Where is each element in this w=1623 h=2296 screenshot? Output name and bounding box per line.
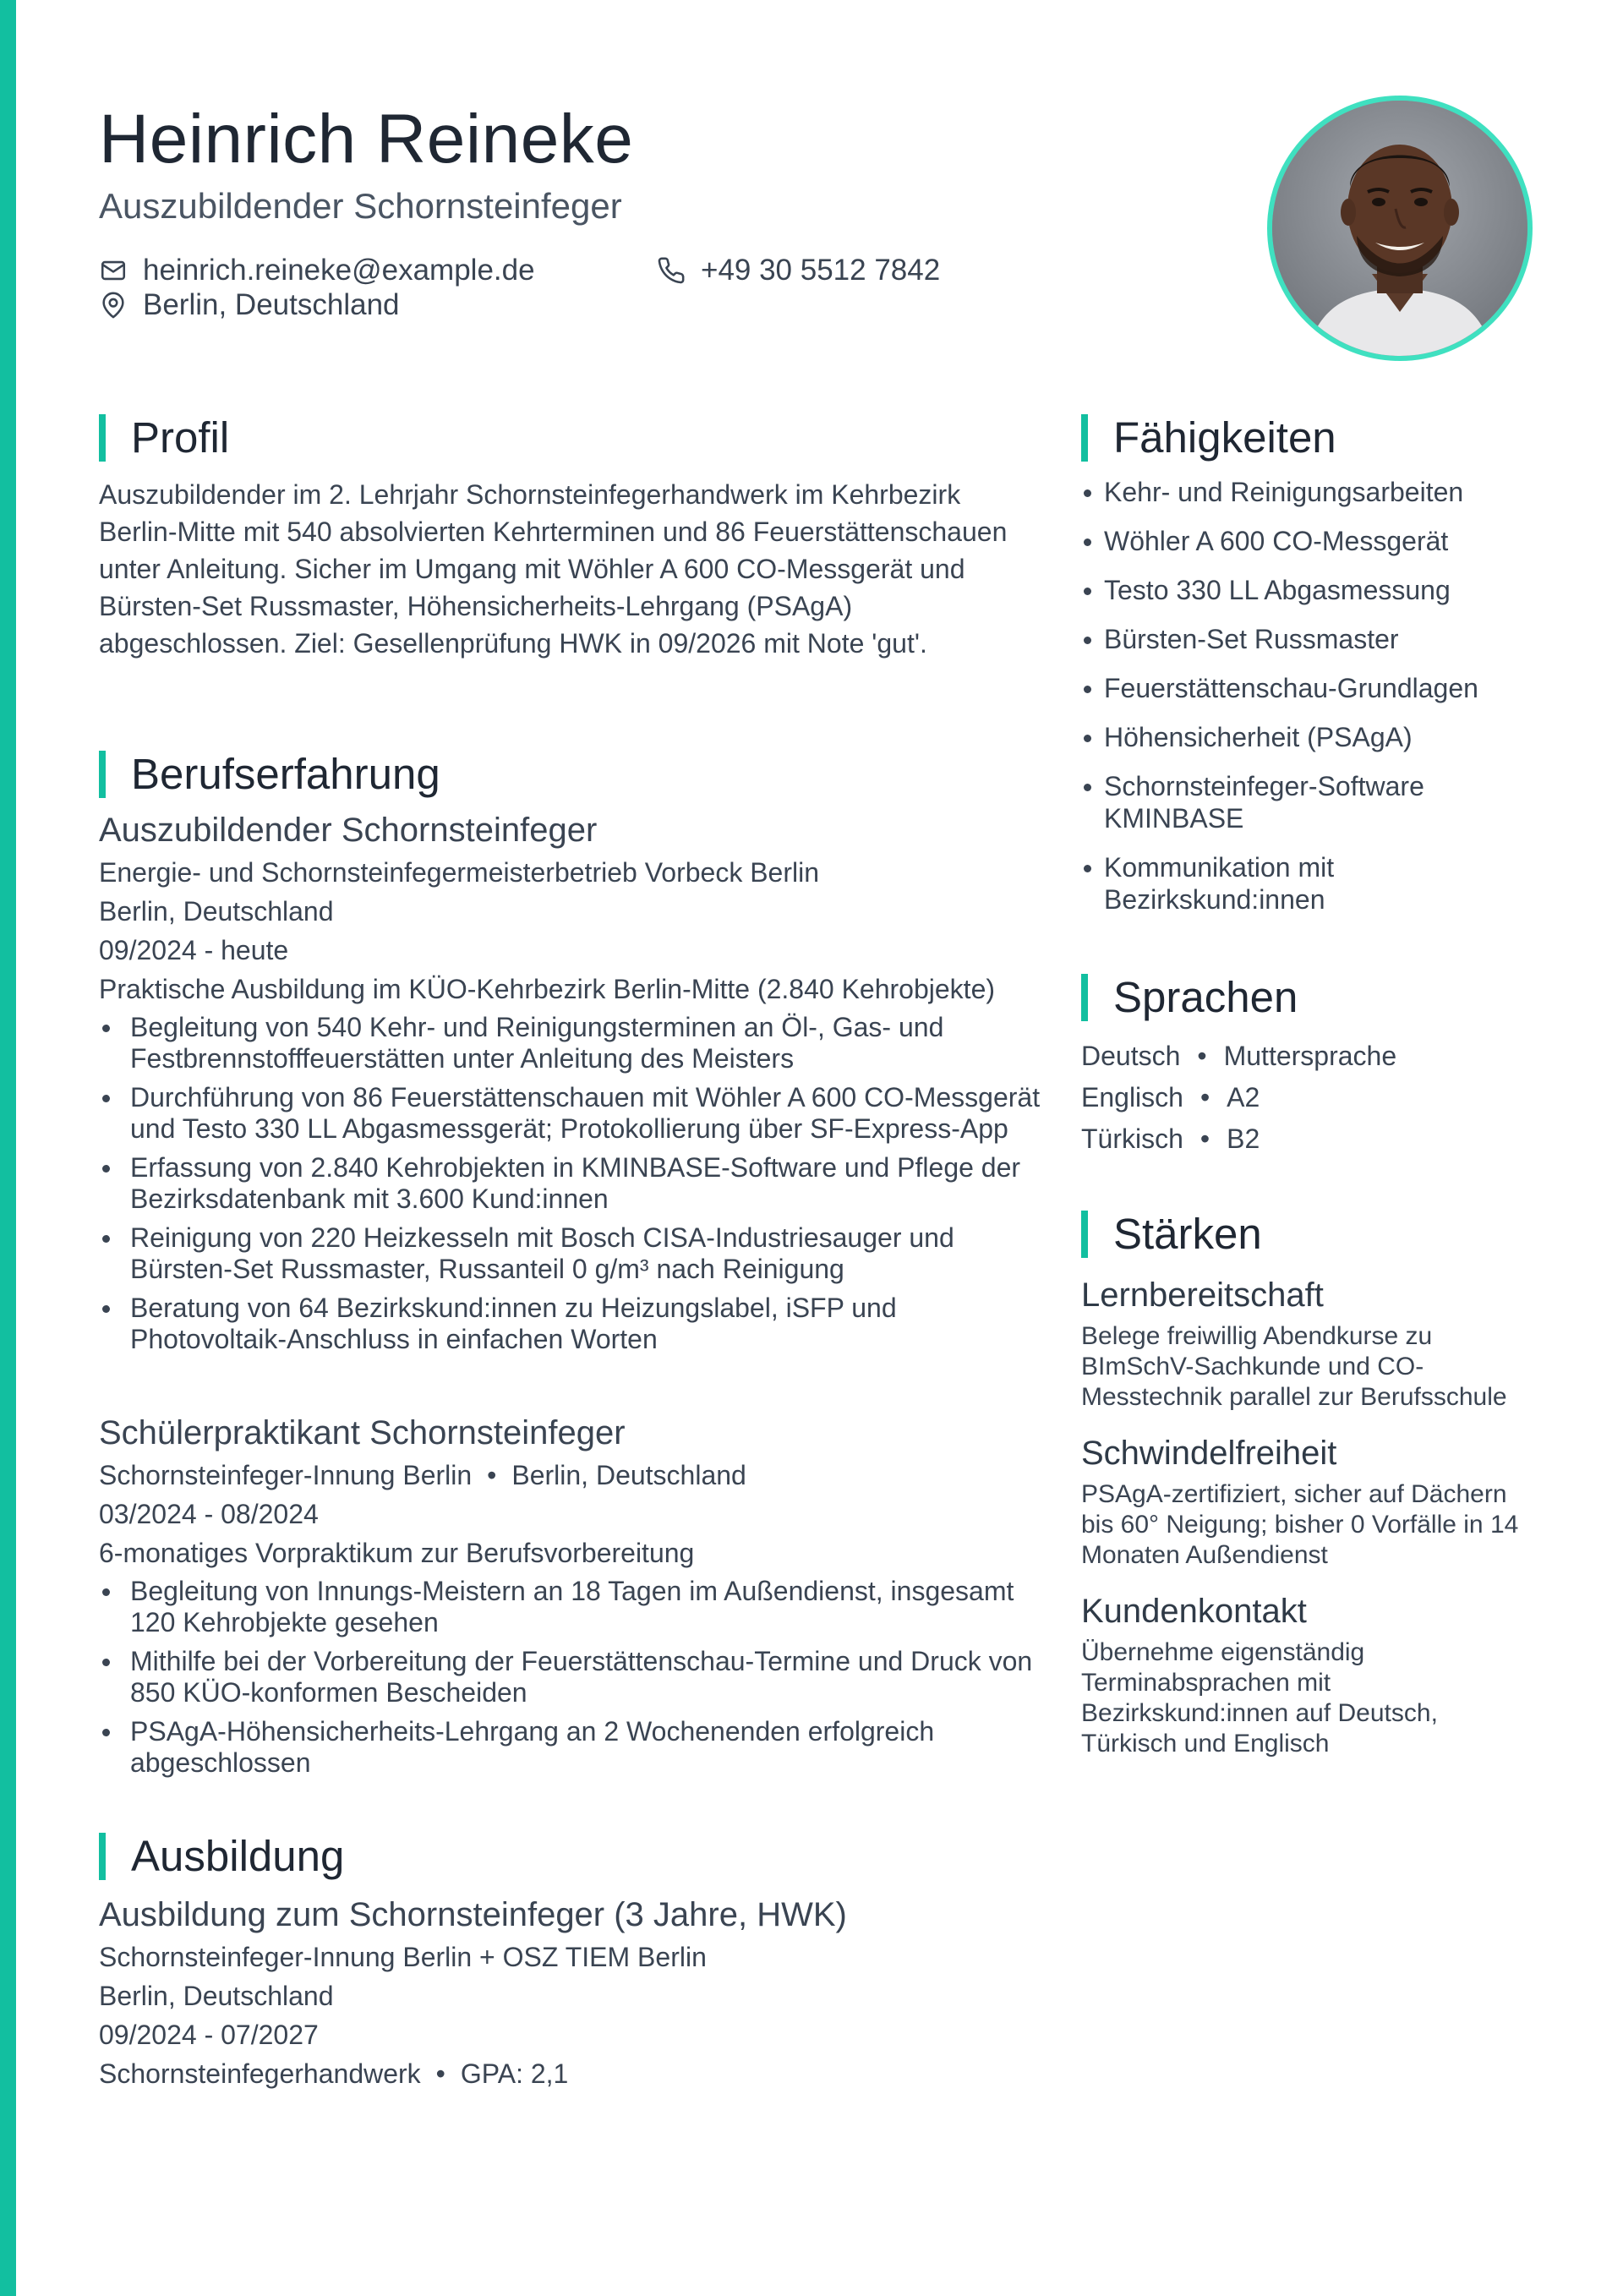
languages-list: [1081, 1036, 1538, 1160]
contact-phone[interactable]: [657, 254, 940, 287]
job-summary: 6-monatiges Vorpraktikum zur Berufsvorbereitung: [99, 1538, 695, 1568]
portrait-illustration: [1272, 101, 1527, 356]
skills-heading: Fähigkeiten: [1081, 413, 1336, 463]
job-dates: 09/2024 - heute: [99, 935, 289, 965]
language-row: [1081, 1118, 1538, 1160]
list-item: Begleitung von 540 Kehr- und Reinigungsterminen an Öl-, Gas- und Festbrennstofffeuerstätten unter Anleitung des Meisters: [99, 1012, 1041, 1074]
job-entry: [99, 812, 1041, 1363]
job-summary: Praktische Ausbildung im KÜO-Kehrbezirk Berlin-Mitte (2.840 Kehrobjekte): [99, 974, 996, 1004]
skills-list: [1081, 476, 1538, 932]
skill-item: Testo 330 LL Abgasmessung: [1081, 574, 1538, 606]
job-location: Berlin, Deutschland: [511, 1460, 746, 1490]
location-text: Berlin, Deutschland: [143, 288, 400, 321]
job-bullets: [99, 1576, 1041, 1779]
separator-dot: •: [435, 2058, 445, 2089]
accent-bar: [0, 0, 16, 2296]
education-entry: [99, 1896, 1041, 2093]
language-name: Deutsch: [1081, 1041, 1181, 1071]
education-gpa: GPA: 2,1: [460, 2058, 569, 2089]
separator-dot: •: [1197, 1041, 1207, 1071]
job-dates: 03/2024 - 08/2024: [99, 1499, 319, 1529]
language-row: [1081, 1077, 1538, 1118]
school-location: Berlin, Deutschland: [99, 1981, 334, 2011]
education-heading: Ausbildung: [99, 1831, 344, 1882]
language-row: [1081, 1036, 1538, 1077]
skill-item: Bürsten-Set Russmaster: [1081, 623, 1538, 655]
list-item: Begleitung von Innungs-Meistern an 18 Tagen im Außendienst, insgesamt 120 Kehrobjekte gesehen: [99, 1576, 1041, 1638]
strengths-heading: Stärken: [1081, 1209, 1262, 1260]
contact-email[interactable]: [99, 254, 535, 287]
strength-title: Lernbereitschaft: [1081, 1276, 1324, 1314]
map-pin-icon: [99, 291, 128, 320]
education-field: Schornsteinfegerhandwerk: [99, 2058, 421, 2089]
skill-item: Kehr- und Reinigungsarbeiten: [1081, 476, 1538, 508]
languages-heading: Sprachen: [1081, 972, 1298, 1023]
job-title: Auszubildender Schornsteinfeger: [99, 812, 598, 849]
job-bullets: [99, 1012, 1041, 1355]
strength-text: Übernehme eigenständig Terminabsprachen mit Bezirkskund:innen auf Deutsch, Türkisch und Englisch: [1081, 1638, 1438, 1758]
skill-item: Wöhler A 600 CO-Messgerät: [1081, 525, 1538, 557]
education-dates: 09/2024 - 07/2027: [99, 2020, 319, 2050]
job-company-location: [99, 1456, 1041, 1495]
language-level: A2: [1227, 1082, 1260, 1112]
language-level: B2: [1227, 1123, 1260, 1154]
language-level: Muttersprache: [1223, 1041, 1397, 1071]
list-item: Beratung von 64 Bezirkskund:innen zu Heizungslabel, iSFP und Photovoltaik-Anschluss in einfachen Worten: [99, 1293, 1041, 1355]
strength-item: [1081, 1593, 1538, 1759]
job-company: Schornsteinfeger-Innung Berlin: [99, 1460, 473, 1490]
language-name: Türkisch: [1081, 1123, 1183, 1154]
job-location: Berlin, Deutschland: [99, 896, 334, 927]
strength-title: Schwindelfreiheit: [1081, 1435, 1337, 1472]
candidate-name: Heinrich Reineke: [99, 101, 634, 178]
language-name: Englisch: [1081, 1082, 1183, 1112]
contact-location: [99, 288, 400, 322]
list-item: PSAgA-Höhensicherheits-Lehrgang an 2 Wochenenden erfolgreich abgeschlossen: [99, 1716, 1041, 1779]
skill-item: Kommunikation mit Bezirkskund:innen: [1081, 851, 1538, 916]
candidate-title: Auszubildender Schornsteinfeger: [99, 186, 622, 226]
skill-item: Höhensicherheit (PSAgA): [1081, 721, 1538, 753]
school-name: Schornsteinfeger-Innung Berlin + OSZ TIEM Berlin: [99, 1942, 707, 1972]
separator-dot: •: [487, 1460, 497, 1490]
job-title: Schülerpraktikant Schornsteinfeger: [99, 1414, 626, 1451]
experience-heading: Berufserfahrung: [99, 749, 440, 800]
degree-title: Ausbildung zum Schornsteinfeger (3 Jahre, HWK): [99, 1896, 847, 1933]
skill-item: Schornsteinfeger-Software KMINBASE: [1081, 770, 1538, 834]
separator-dot: •: [1199, 1123, 1210, 1154]
strengths-list: [1081, 1276, 1538, 1759]
strength-item: [1081, 1435, 1538, 1571]
list-item: Durchführung von 86 Feuerstättenschauen mit Wöhler A 600 CO-Messgerät und Testo 330 LL Abgasmessgerät; Protokollierung über SF-Express-App: [99, 1082, 1041, 1145]
mail-icon: [99, 256, 128, 285]
strength-title: Kundenkontakt: [1081, 1593, 1307, 1630]
separator-dot: •: [1199, 1082, 1210, 1112]
education-field-gpa: [99, 2054, 1041, 2093]
list-item: Mithilfe bei der Vorbereitung der Feuerstättenschau-Termine und Druck von 850 KÜO-konformen Bescheiden: [99, 1646, 1041, 1708]
list-item: Reinigung von 220 Heizkesseln mit Bosch CISA-Industriesauger und Bürsten-Set Russmaster, Russanteil 0 g/m³ nach Reinigung: [99, 1222, 1041, 1285]
strength-text: PSAgA-zertifiziert, sicher auf Dächern bis 60° Neigung; bisher 0 Vorfälle in 14 Monaten Außendienst: [1081, 1480, 1519, 1569]
profile-photo: [1267, 96, 1533, 361]
skill-item: Feuerstättenschau-Grundlagen: [1081, 672, 1538, 704]
profile-text: Auszubildender im 2. Lehrjahr Schornsteinfegerhandwerk im Kehrbezirk Berlin-Mitte mit 540 absolvierten Kehrterminen und 86 Feuerstättenschauen unter Anleitung. Sicher im Umgang mit Wöhler A 600 CO-Messgerät und Bürsten-Set Russmaster, Höhensicherheits-Lehrgang (PSAgA) abgeschlossen. Ziel: Gesellenprüfung HWK in 09/2026 mit Note 'gut'.: [99, 479, 1008, 659]
email-text: heinrich.reineke@example.de: [143, 254, 535, 287]
phone-icon: [657, 256, 686, 285]
profile-heading: Profil: [99, 413, 229, 463]
strength-text: Belege freiwillig Abendkurse zu BImSchV-Sachkunde und CO-Messtechnik parallel zur Berufsschule: [1081, 1322, 1507, 1411]
strength-item: [1081, 1276, 1538, 1413]
job-company: Energie- und Schornsteinfegermeisterbetrieb Vorbeck Berlin: [99, 857, 820, 888]
job-entry: [99, 1414, 1041, 1786]
phone-text: +49 30 5512 7842: [701, 254, 941, 287]
list-item: Erfassung von 2.840 Kehrobjekten in KMINBASE-Software und Pflege der Bezirksdatenbank mit 3.600 Kund:innen: [99, 1152, 1041, 1215]
